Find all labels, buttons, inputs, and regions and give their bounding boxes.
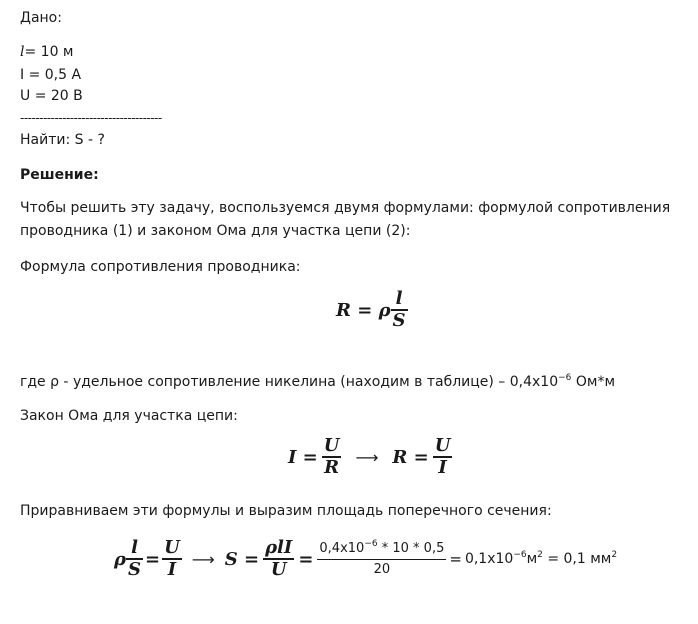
arrow-icon: ⟶ — [355, 447, 379, 467]
u-over-r-fraction — [322, 436, 342, 478]
area-derivation-formula — [114, 538, 617, 580]
length-symbol: l — [20, 44, 25, 60]
ohm-law-formula — [288, 436, 452, 478]
ohm-title: Закон Ома для участка цепи: — [20, 408, 238, 424]
fraction-denominator: S — [127, 559, 141, 580]
fraction-denominator: S — [392, 310, 406, 331]
l-over-s-fraction — [391, 289, 408, 331]
equals-sign: = — [298, 548, 314, 570]
fraction-denominator: U — [270, 559, 287, 580]
resistance-lhs: R = ρ — [336, 299, 391, 321]
fraction-numerator: U — [434, 435, 451, 456]
calculation-numerator — [317, 539, 446, 559]
equals-sign: = — [144, 548, 161, 570]
resistance-formula — [336, 289, 408, 331]
given-heading: Дано: — [20, 10, 62, 26]
calculation-denominator: 20 — [373, 561, 391, 577]
calculation-fraction — [317, 539, 446, 580]
fraction-numerator: U — [164, 537, 180, 558]
intro-line-1: Чтобы решить эту задачу, воспользуемся двумя формулами: формулой сопротивления — [20, 200, 671, 216]
equals-sign: = — [449, 550, 462, 568]
current-lhs: I = — [288, 446, 318, 468]
resistance-title: Формула сопротивления проводника: — [20, 259, 301, 275]
equate-line: Приравниваем эти формулы и выразим площадь поперечного сечения: — [20, 503, 552, 519]
rho-symbol: ρ — [114, 548, 126, 570]
u-over-i-fraction — [162, 538, 182, 580]
where-rho-line — [20, 373, 615, 391]
given-length — [20, 43, 74, 61]
result-coef: 0,1x10 — [464, 551, 514, 567]
arrow-icon: ⟶ — [191, 549, 215, 569]
numerator-coef: 0,4x10 — [319, 540, 365, 556]
length-value: = 10 м — [24, 44, 74, 60]
fraction-denominator: I — [438, 457, 447, 478]
area-lhs: S = — [224, 548, 260, 570]
numerator-rest: * 10 * 0,5 — [377, 540, 445, 556]
given-voltage: U = 20 В — [20, 88, 83, 104]
numerator-exponent: −6 — [364, 538, 378, 549]
where-exponent: −6 — [558, 373, 572, 383]
u-over-i-fraction — [433, 436, 453, 478]
rli-over-u-fraction — [263, 538, 294, 580]
fraction-numerator: ρlI — [265, 537, 293, 558]
solution-heading: Решение: — [20, 167, 99, 183]
where-text: где ρ - удельное сопротивление никелина (находим в таблице) – 0,4x10 — [20, 374, 559, 390]
given-current: I = 0,5 А — [20, 67, 82, 83]
fraction-numerator: l — [395, 288, 403, 309]
fraction-numerator: U — [323, 435, 340, 456]
final-unit-exponent: 2 — [611, 550, 618, 560]
result-expression — [465, 551, 617, 567]
final-result: = 0,1 мм — [542, 551, 612, 567]
fraction-denominator: R — [324, 457, 340, 478]
fraction-numerator: l — [131, 537, 138, 558]
result-exponent: −6 — [513, 550, 527, 560]
result-unit: м — [526, 551, 538, 567]
intro-line-2: проводника (1) и законом Ома для участка цепи (2): — [20, 223, 411, 239]
l-over-s-fraction — [126, 538, 143, 580]
separator-line: ------------------------------------- — [20, 111, 162, 125]
result-unit-exponent: 2 — [537, 550, 543, 560]
resistance-lhs: R = — [392, 446, 429, 468]
find-line: Найти: S - ? — [20, 132, 105, 148]
fraction-denominator: I — [167, 559, 177, 580]
where-unit: Ом*м — [571, 374, 615, 390]
